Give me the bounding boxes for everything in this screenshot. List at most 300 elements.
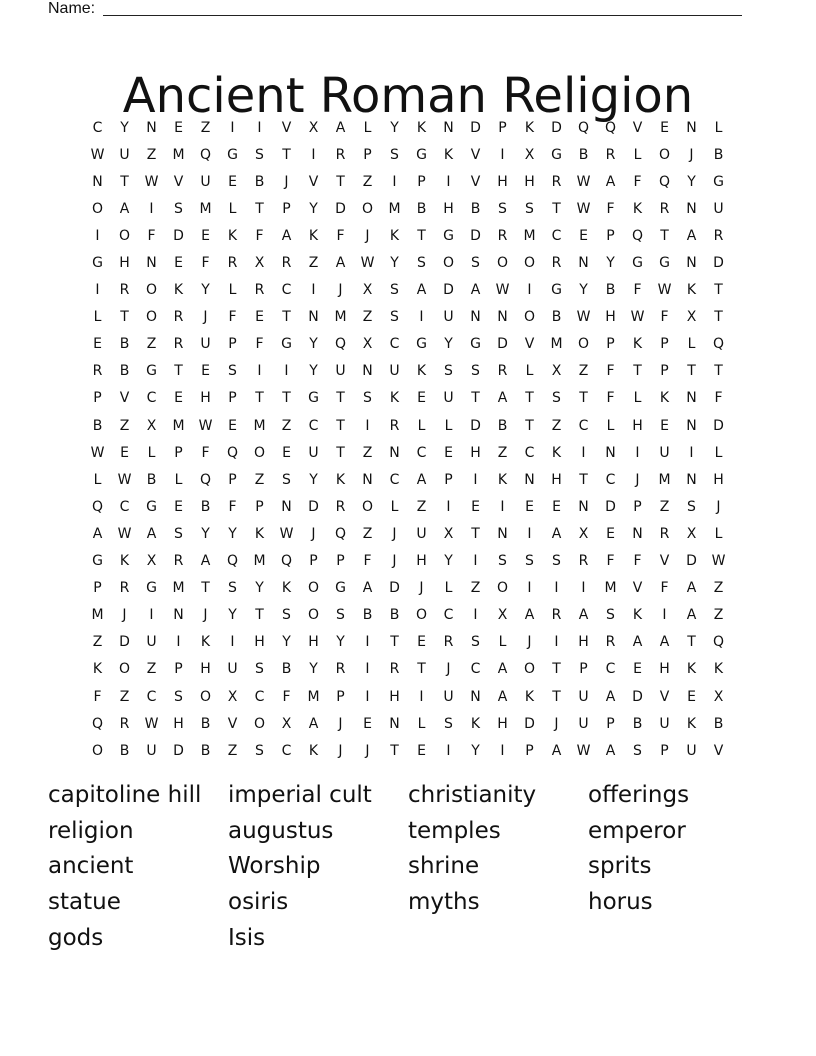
grid-letter: U	[659, 715, 670, 732]
grid-letter: Q	[91, 715, 104, 732]
grid-letter: B	[200, 498, 211, 515]
grid-letter: S	[498, 200, 507, 217]
grid-letter: E	[417, 742, 426, 759]
grid-letter: K	[389, 227, 400, 244]
grid-letter: P	[633, 498, 642, 515]
grid-letter: F	[606, 553, 615, 570]
grid-letter: T	[552, 661, 561, 678]
grid-letter: K	[389, 390, 400, 407]
grid-letter: K	[173, 282, 184, 299]
grid-letter: E	[93, 336, 102, 353]
grid-letter: U	[578, 715, 589, 732]
grid-letter: N	[686, 471, 697, 488]
grid-letter: S	[687, 498, 696, 515]
grid-letter: P	[228, 471, 237, 488]
grid-letter: O	[145, 282, 158, 299]
grid-letter: G	[470, 336, 481, 353]
word-list-item: augustus	[228, 817, 334, 844]
grid-letter: T	[471, 390, 480, 407]
grid-letter: N	[686, 200, 697, 217]
grid-letter: Q	[199, 146, 212, 163]
grid-letter: E	[228, 173, 237, 190]
grid-letter: C	[524, 444, 535, 461]
grid-letter: F	[606, 200, 615, 217]
word-list-item: osiris	[228, 889, 289, 916]
grid-letter: O	[145, 309, 158, 326]
grid-letter: Z	[281, 417, 292, 434]
grid-letter: E	[552, 498, 561, 515]
grid-letter: V	[119, 390, 130, 407]
grid-letter: C	[551, 227, 562, 244]
grid-letter: N	[497, 309, 508, 326]
grid-letter: R	[281, 255, 292, 272]
grid-letter: H	[524, 173, 535, 190]
grid-letter: K	[254, 525, 265, 542]
grid-row	[84, 277, 732, 304]
grid-letter: P	[660, 336, 669, 353]
grid-letter: P	[606, 336, 615, 353]
word-list-item: capitoline hill	[48, 782, 202, 808]
grid-letter: R	[578, 553, 589, 570]
grid-letter: C	[389, 336, 400, 353]
grid-letter: I	[500, 742, 505, 759]
grid-letter: F	[660, 309, 669, 326]
grid-letter: P	[660, 742, 669, 759]
grid-letter: I	[365, 661, 370, 678]
grid-letter: B	[200, 715, 211, 732]
grid-letter: W	[360, 255, 375, 272]
grid-letter: T	[390, 742, 399, 759]
grid-letter: R	[497, 363, 508, 380]
grid-letter: B	[713, 146, 724, 163]
grid-letter: S	[174, 525, 183, 542]
grid-letter: K	[335, 471, 346, 488]
grid-letter: N	[281, 498, 292, 515]
grid-letter: E	[228, 417, 237, 434]
grid-letter: Z	[362, 309, 373, 326]
grid-letter: O	[577, 336, 590, 353]
grid-letter: V	[632, 119, 643, 136]
grid-letter: I	[311, 146, 316, 163]
grid-letter: U	[146, 634, 157, 651]
grid-letter: Y	[444, 553, 453, 570]
grid-letter: G	[551, 282, 562, 299]
grid-letter: Q	[712, 336, 725, 353]
grid-letter: Z	[308, 255, 319, 272]
grid-letter: H	[119, 255, 130, 272]
grid-letter: T	[336, 390, 345, 407]
grid-letter: D	[497, 336, 508, 353]
grid-letter: K	[497, 471, 508, 488]
grid-letter: R	[443, 634, 454, 651]
grid-letter: V	[524, 336, 535, 353]
grid-letter: I	[581, 444, 586, 461]
grid-letter: K	[281, 580, 292, 597]
grid-letter: B	[281, 661, 292, 678]
grid-letter: I	[419, 309, 424, 326]
grid-letter: X	[281, 715, 292, 732]
grid-letter: P	[606, 227, 615, 244]
grid-letter: M	[172, 417, 185, 434]
grid-letter: E	[120, 444, 129, 461]
grid-letter: J	[338, 715, 343, 732]
grid-row	[84, 737, 732, 764]
grid-letter: Z	[362, 444, 373, 461]
grid-letter: U	[686, 742, 697, 759]
grid-letter: B	[92, 417, 103, 434]
grid-letter: I	[149, 200, 154, 217]
grid-letter: L	[93, 471, 102, 488]
grid-letter: T	[282, 309, 291, 326]
grid-letter: G	[416, 146, 427, 163]
grid-letter: U	[308, 444, 319, 461]
grid-letter: G	[659, 255, 670, 272]
grid-row	[84, 249, 732, 276]
grid-letter: S	[606, 607, 615, 624]
grid-letter: T	[714, 309, 723, 326]
word-search-grid	[84, 114, 732, 764]
grid-letter: S	[552, 390, 561, 407]
grid-letter: Q	[631, 227, 644, 244]
grid-letter: J	[338, 282, 343, 299]
grid-letter: K	[200, 634, 211, 651]
grid-letter: I	[365, 688, 370, 705]
grid-letter: A	[551, 525, 562, 542]
grid-letter: T	[525, 417, 534, 434]
grid-letter: U	[659, 444, 670, 461]
grid-letter: S	[525, 553, 534, 570]
grid-letter: I	[446, 498, 451, 515]
grid-letter: U	[146, 742, 157, 759]
grid-letter: S	[471, 634, 480, 651]
grid-letter: F	[255, 227, 264, 244]
grid-letter: K	[659, 390, 670, 407]
grid-letter: A	[146, 525, 157, 542]
grid-letter: W	[576, 742, 591, 759]
grid-letter: K	[713, 661, 724, 678]
grid-letter: L	[228, 200, 237, 217]
grid-letter: Y	[606, 255, 615, 272]
grid-letter: Z	[362, 173, 373, 190]
grid-letter: K	[632, 200, 643, 217]
grid-letter: Z	[227, 742, 238, 759]
grid-letter: S	[552, 553, 561, 570]
grid-letter: G	[281, 336, 292, 353]
grid-letter: R	[335, 146, 346, 163]
grid-letter: J	[203, 309, 208, 326]
grid-letter: Q	[604, 119, 617, 136]
grid-letter: K	[686, 661, 697, 678]
grid-letter: R	[119, 715, 130, 732]
grid-letter: M	[253, 417, 266, 434]
grid-letter: Z	[578, 363, 589, 380]
grid-letter: X	[551, 363, 562, 380]
word-list-item: imperial cult	[228, 782, 372, 808]
grid-letter: H	[173, 715, 184, 732]
word-list-item: horus	[588, 889, 653, 916]
grid-letter: W	[144, 173, 159, 190]
grid-letter: Y	[579, 282, 588, 299]
grid-letter: G	[146, 498, 157, 515]
grid-letter: C	[281, 742, 292, 759]
grid-letter: S	[633, 742, 642, 759]
grid-letter: R	[551, 255, 562, 272]
grid-letter: J	[365, 742, 370, 759]
grid-row	[84, 520, 732, 547]
grid-letter: D	[686, 553, 697, 570]
word-list-item: temples	[408, 817, 501, 844]
grid-letter: T	[525, 390, 534, 407]
grid-letter: R	[335, 498, 346, 515]
grid-letter: I	[473, 607, 478, 624]
grid-letter: H	[632, 417, 643, 434]
grid-letter: F	[201, 255, 210, 272]
grid-letter: K	[524, 688, 535, 705]
grid-letter: S	[525, 200, 534, 217]
grid-letter: M	[604, 580, 617, 597]
grid-row	[84, 141, 732, 168]
grid-letter: T	[282, 390, 291, 407]
grid-letter: D	[713, 417, 724, 434]
grid-letter: B	[389, 607, 400, 624]
grid-letter: S	[228, 363, 237, 380]
grid-letter: H	[416, 553, 427, 570]
grid-letter: I	[419, 688, 424, 705]
grid-letter: F	[633, 553, 642, 570]
word-list-item: offerings	[588, 782, 690, 808]
grid-letter: G	[416, 336, 427, 353]
grid-row	[84, 683, 732, 710]
grid-letter: F	[255, 336, 264, 353]
grid-letter: A	[308, 715, 319, 732]
grid-letter: A	[605, 742, 616, 759]
grid-letter: S	[390, 282, 399, 299]
grid-letter: J	[203, 607, 208, 624]
grid-letter: I	[95, 282, 100, 299]
grid-letter: J	[392, 525, 397, 542]
grid-letter: G	[92, 553, 103, 570]
grid-letter: E	[471, 498, 480, 515]
grid-letter: E	[417, 390, 426, 407]
grid-letter: W	[144, 715, 159, 732]
grid-letter: P	[255, 498, 264, 515]
grid-letter: J	[554, 715, 559, 732]
grid-letter: S	[282, 471, 291, 488]
grid-letter: Q	[91, 498, 104, 515]
grid-letter: B	[713, 715, 724, 732]
grid-letter: X	[497, 607, 508, 624]
grid-letter: P	[174, 444, 183, 461]
grid-letter: F	[363, 553, 372, 570]
grid-letter: P	[309, 553, 318, 570]
grid-letter: H	[659, 661, 670, 678]
grid-letter: L	[174, 471, 183, 488]
grid-letter: L	[444, 580, 453, 597]
grid-letter: B	[146, 471, 157, 488]
grid-letter: V	[227, 715, 238, 732]
grid-letter: W	[576, 200, 591, 217]
grid-letter: I	[257, 363, 262, 380]
grid-letter: I	[527, 282, 532, 299]
grid-letter: D	[713, 255, 724, 272]
grid-letter: X	[713, 688, 724, 705]
grid-letter: O	[91, 742, 104, 759]
grid-letter: T	[687, 634, 696, 651]
grid-row	[84, 439, 732, 466]
word-list	[48, 778, 768, 957]
grid-letter: Q	[712, 634, 725, 651]
grid-letter: X	[308, 119, 319, 136]
grid-letter: T	[552, 200, 561, 217]
grid-letter: Y	[120, 119, 129, 136]
grid-letter: D	[308, 498, 319, 515]
grid-letter: D	[389, 580, 400, 597]
grid-letter: E	[660, 119, 669, 136]
grid-letter: F	[228, 309, 237, 326]
grid-letter: U	[713, 200, 724, 217]
grid-letter: V	[713, 742, 724, 759]
grid-letter: E	[174, 255, 183, 272]
grid-letter: R	[173, 336, 184, 353]
grid-letter: N	[362, 363, 373, 380]
grid-row	[84, 710, 732, 737]
grid-row	[84, 412, 732, 439]
grid-letter: I	[473, 471, 478, 488]
grid-letter: F	[147, 227, 156, 244]
grid-letter: Z	[497, 444, 508, 461]
grid-letter: F	[282, 688, 291, 705]
grid-letter: W	[117, 525, 132, 542]
grid-letter: L	[390, 498, 399, 515]
grid-letter: K	[470, 715, 481, 732]
grid-letter: L	[714, 444, 723, 461]
grid-letter: S	[282, 607, 291, 624]
word-list-item: emperor	[588, 817, 686, 844]
grid-letter: N	[173, 607, 184, 624]
grid-letter: J	[338, 742, 343, 759]
grid-letter: C	[578, 417, 589, 434]
grid-row	[84, 195, 732, 222]
grid-letter: C	[443, 607, 454, 624]
grid-letter: I	[527, 580, 532, 597]
grid-letter: A	[119, 200, 130, 217]
grid-letter: A	[524, 607, 535, 624]
grid-letter: T	[120, 173, 129, 190]
grid-row	[84, 493, 732, 520]
grid-letter: C	[605, 471, 616, 488]
name-field-row	[48, 0, 748, 18]
grid-letter: Z	[659, 498, 670, 515]
grid-letter: F	[714, 390, 723, 407]
grid-letter: V	[659, 688, 670, 705]
grid-letter: J	[635, 471, 640, 488]
grid-letter: L	[417, 417, 426, 434]
grid-letter: R	[335, 661, 346, 678]
grid-letter: R	[254, 282, 265, 299]
grid-letter: Y	[444, 336, 453, 353]
grid-letter: O	[307, 607, 320, 624]
grid-letter: T	[120, 309, 129, 326]
grid-letter: X	[443, 525, 454, 542]
name-label: Name:	[48, 0, 96, 17]
grid-letter: M	[388, 200, 401, 217]
grid-letter: B	[200, 742, 211, 759]
grid-letter: G	[632, 255, 643, 272]
grid-letter: I	[500, 498, 505, 515]
grid-letter: K	[551, 444, 562, 461]
grid-row	[84, 629, 732, 656]
grid-letter: D	[470, 119, 481, 136]
grid-letter: T	[471, 525, 480, 542]
grid-letter: N	[497, 525, 508, 542]
grid-letter: K	[119, 553, 130, 570]
grid-letter: Q	[226, 553, 239, 570]
grid-letter: Z	[713, 607, 724, 624]
grid-row	[84, 114, 732, 141]
grid-letter: D	[173, 227, 184, 244]
grid-letter: Z	[146, 336, 157, 353]
grid-letter: K	[308, 227, 319, 244]
grid-letter: I	[662, 607, 667, 624]
grid-letter: D	[524, 715, 535, 732]
grid-letter: N	[308, 309, 319, 326]
grid-letter: O	[442, 255, 455, 272]
grid-letter: D	[173, 742, 184, 759]
grid-letter: H	[200, 390, 211, 407]
grid-letter: H	[551, 471, 562, 488]
grid-letter: I	[311, 282, 316, 299]
grid-letter: W	[657, 282, 672, 299]
grid-letter: G	[146, 580, 157, 597]
grid-letter: T	[579, 471, 588, 488]
grid-letter: R	[92, 363, 103, 380]
grid-letter: F	[633, 282, 642, 299]
grid-letter: T	[336, 444, 345, 461]
grid-letter: T	[282, 146, 291, 163]
grid-letter: F	[93, 688, 102, 705]
grid-letter: E	[417, 634, 426, 651]
grid-letter: O	[415, 607, 428, 624]
grid-letter: C	[389, 471, 400, 488]
grid-letter: B	[578, 146, 589, 163]
grid-letter: E	[201, 227, 210, 244]
grid-letter: B	[416, 200, 427, 217]
grid-letter: L	[525, 363, 534, 380]
grid-letter: B	[632, 715, 643, 732]
grid-letter: O	[523, 661, 536, 678]
grid-letter: O	[496, 580, 509, 597]
grid-letter: L	[714, 525, 723, 542]
grid-letter: R	[389, 661, 400, 678]
grid-letter: M	[199, 200, 212, 217]
grid-letter: W	[711, 553, 726, 570]
grid-letter: C	[146, 390, 157, 407]
grid-letter: P	[174, 661, 183, 678]
grid-letter: K	[632, 336, 643, 353]
grid-letter: H	[443, 200, 454, 217]
grid-letter: C	[254, 688, 265, 705]
grid-letter: X	[254, 255, 265, 272]
grid-letter: I	[554, 580, 559, 597]
grid-letter: E	[174, 498, 183, 515]
grid-letter: J	[392, 553, 397, 570]
grid-letter: Z	[119, 688, 130, 705]
grid-letter: Q	[577, 119, 590, 136]
grid-letter: P	[498, 119, 507, 136]
grid-letter: F	[606, 363, 615, 380]
grid-letter: P	[579, 661, 588, 678]
grid-letter: R	[173, 309, 184, 326]
